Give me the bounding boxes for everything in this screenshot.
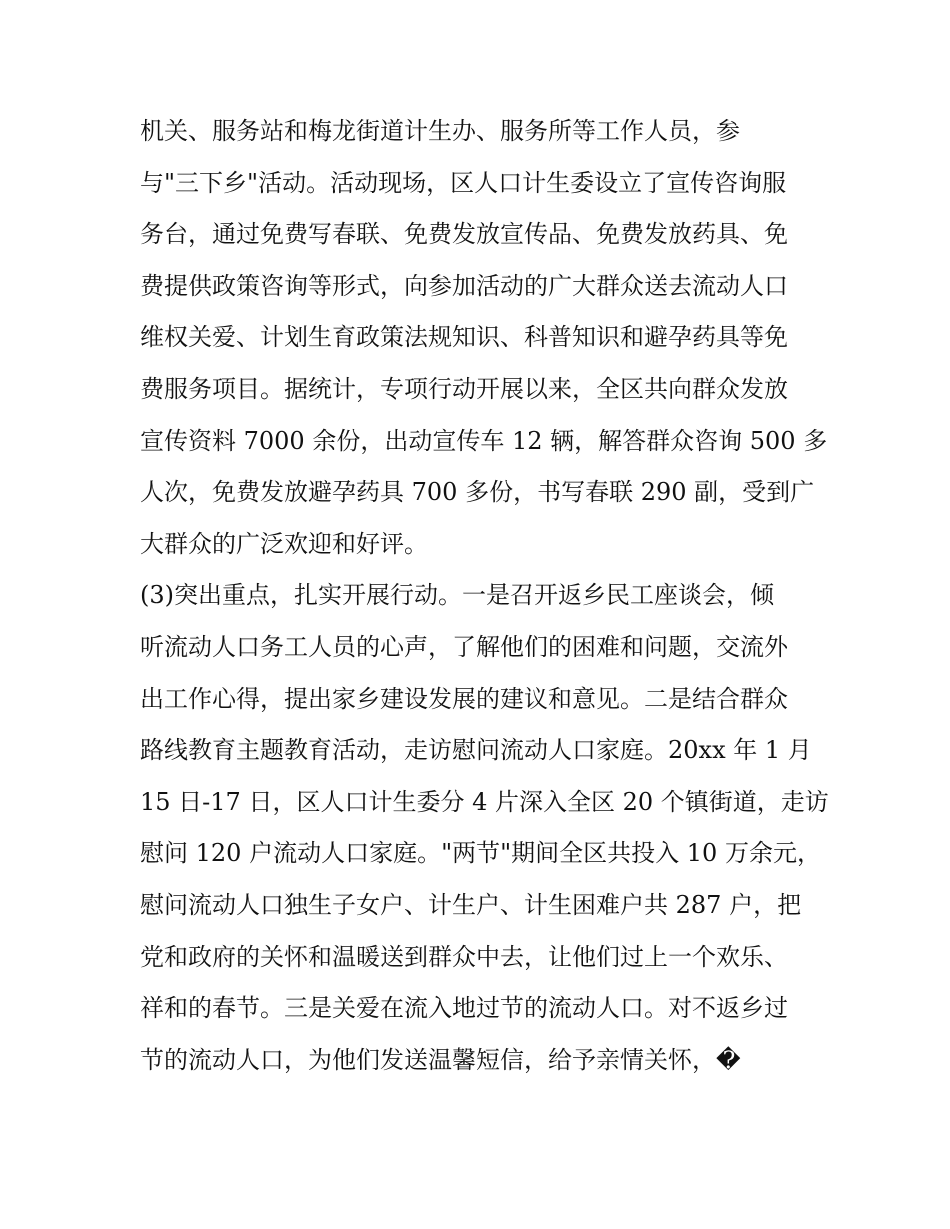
text-line: 务台，通过免费写春联、免费发放宣传品、免费发放药具、免 bbox=[140, 220, 788, 249]
text-line: 出工作心得，提出家乡建设发展的建议和意见。二是结合群众 bbox=[140, 684, 788, 713]
text-line: 人次，免费发放避孕药具 700 多份，书写春联 290 副，受到广 bbox=[140, 478, 815, 507]
text-line: 路线教育主题教育活动，走访慰问流动人口家庭。20xx 年 1 月 bbox=[140, 736, 812, 765]
text-line: 慰问 120 户流动人口家庭。"两节"期间全区共投入 10 万余元， bbox=[140, 839, 821, 868]
text-line: 费服务项目。据统计，专项行动开展以来，全区共向群众发放 bbox=[140, 374, 788, 403]
text-line: 听流动人口务工人员的心声，了解他们的困难和问题，交流外 bbox=[140, 632, 788, 661]
text-line: 节的流动人口，为他们发送温馨短信，给予亲情关怀，� bbox=[140, 1045, 741, 1074]
text-line: 慰问流动人口独生子女户、计生户、计生困难户共 287 户，把 bbox=[140, 890, 802, 919]
text-line: 费提供政策咨询等形式，向参加活动的广大群众送去流动人口 bbox=[140, 271, 788, 300]
text-line: 15 日-17 日，区人口计生委分 4 片深入全区 20 个镇街道，走访 bbox=[140, 787, 829, 816]
text-line: 维权关爱、计划生育政策法规知识、科普知识和避孕药具等免 bbox=[140, 323, 788, 352]
text-line: 机关、服务站和梅龙街道计生办、服务所等工作人员，参 bbox=[140, 117, 740, 145]
text-line: (3)突出重点，扎实开展行动。一是召开返乡民工座谈会，倾 bbox=[140, 581, 774, 610]
text-line: 党和政府的关怀和温暖送到群众中去，让他们过上一个欢乐、 bbox=[140, 942, 788, 971]
body-text bbox=[140, 106, 829, 1086]
text-line: 祥和的春节。三是关爱在流入地过节的流动人口。对不返乡过 bbox=[140, 994, 788, 1023]
text-line: 大群众的广泛欢迎和好评。 bbox=[140, 529, 428, 558]
text-line: 与"三下乡"活动。活动现场，区人口计生委设立了宣传咨询服 bbox=[140, 168, 787, 197]
text-line: 宣传资料 7000 余份，出动宣传车 12 辆，解答群众咨询 500 多 bbox=[140, 426, 828, 455]
